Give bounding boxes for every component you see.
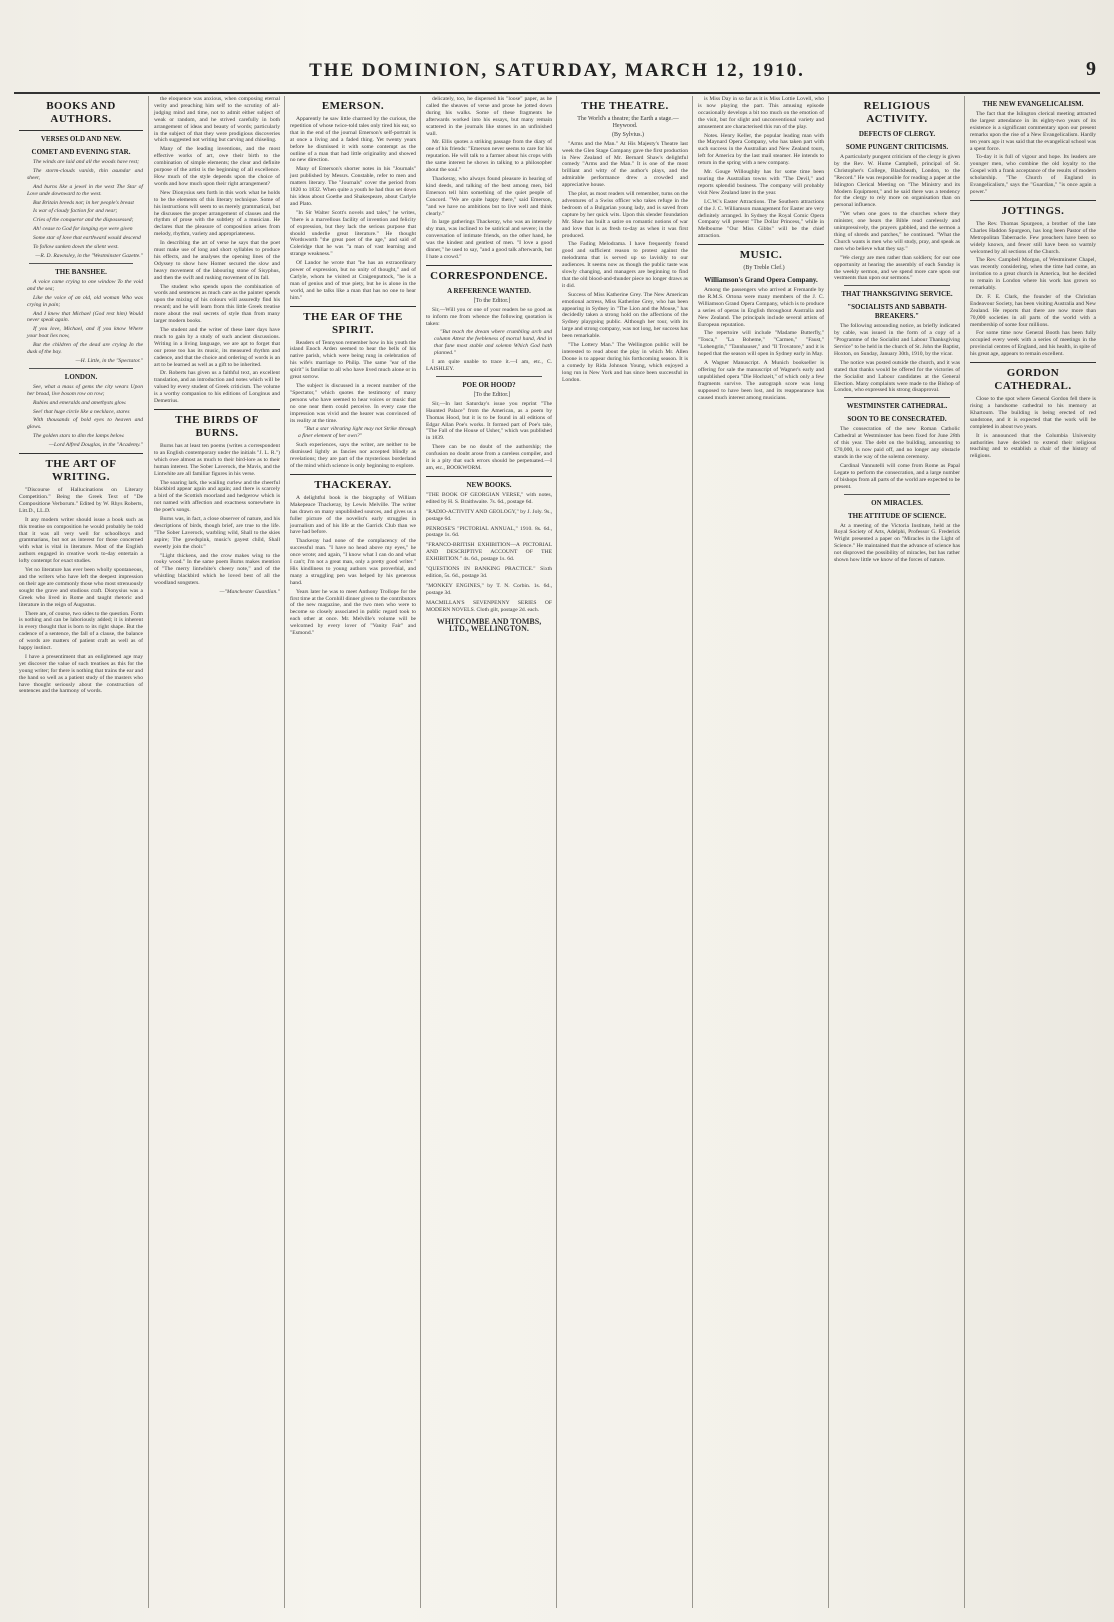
article-paragraph: "Discourse of Hallucinations on Literary Competition." Being the Greek Text of "De Compositione Verborum." Edited by W. Rhys Roberts, Litt.D., LL.D.: [19, 487, 143, 514]
divider: [19, 453, 143, 454]
letter-title: A REFERENCE WANTED.: [447, 286, 531, 295]
article-paragraph: Burns has at least ten poems (writes a correspondent to an English contemporary under the initials "J. L. R.") which owe almost as much to their bird-lore as to their human interest. The Sober Laverock, the Mavis, and the Lintwhite are all familiar figures in his verse.: [154, 442, 280, 477]
books-and-authors-heading: BOOKS AND AUTHORS.: [46, 100, 116, 125]
article-paragraph: The student and the writer of these later days have much to gain by a study of such ancient discussions. Writing in a living language, we are apt to forget that our prose too has its music, its measured rhythm and cadence, and that the choice and ordering of words is an art to be learned as well as a gift to be inherited.: [154, 327, 280, 368]
letter-title: POE OR HOOD?: [462, 380, 516, 389]
emerson-heading: EMERSON.: [321, 100, 385, 112]
theatre-byline: (By Sylvius.): [611, 131, 644, 138]
article-paragraph: Cardinal Vannutelli will come from Rome as Papal Legate to perform the consecration, and a large number of bishops from all parts of the world are expected to be present.: [834, 462, 960, 490]
article-paragraph: Among the passengers who arrived at Fremantle by the R.M.S. Ortona were many members of the J. C. Williamson Grand Opera Company, which is to produce a series of operas in English throughout Australia and New Zealand. The principals include several artists of European reputation.: [698, 287, 824, 328]
divider: [154, 409, 280, 410]
article-paragraph: delicately, too, he dispersed his "loose" paper, as he called the sheaves of verse and prose he jotted down during his walks. Some of these fragments he afterwards worked into his essays, but many remain scattered in the journals like stones in an unfinished wall.: [426, 96, 552, 137]
article-paragraph: Many of Emerson's shorter notes in his "Journals" just published by Messrs. Constable, refer to men and matters literary. The "Journals" cover the period from 1820 to 1832. When quite a youth he had thus set down his ideas about Goethe and Shakespeare, about Carlyle and Plato.: [290, 166, 416, 207]
art-of-writing-heading: THE ART OF WRITING.: [45, 458, 117, 484]
article-paragraph: It any modern writer should issue a book such as this treatise on composition he would probably be told that it was all very well for schoolboys and grammarians, but not as interest for those concerned with what is vital in literature. Most of the English authors engaged in creative work to-day entertain a lofty contempt for exact studies.: [19, 516, 143, 565]
verses-heading: VERSES OLD AND NEW.: [40, 135, 122, 143]
article-paragraph: Thackeray, who always found pleasure in hearing of kind deeds, and talking of the best among men, bid Emerson tell him something of the quiet people of Concord. "We are quite happy there," said Emerson, "and we have no ambitions but to live well and think clearly.": [426, 175, 552, 217]
article-paragraph: A Wagner Manuscript. A Munich bookseller is offering for sale the manuscript of Wagner's early and unpublished opera "Die Hochzeit," of which only a few fragments survive. The autograph score was long supposed to have been lost, and its reappearance has caused much interest among musicians.: [698, 360, 824, 401]
music-heading: MUSIC.: [739, 249, 783, 262]
article-paragraph: There are, of course, two sides to the question. Form is nothing and can be laboriously added; it is inherent in every thought that is born to its right shape. But the cadence of a sentence, the fall of a clause, the balance of words are matters of patient craft as well as of happy instinct.: [19, 610, 143, 652]
divider: [698, 244, 824, 245]
letter-address: [To the Editor.]: [473, 391, 511, 398]
letter-paragraph: Sir,—Will you or one of your readers be so good as to inform me from whence the following quotation is taken:: [426, 306, 552, 327]
article-paragraph: Burns was, in fact, a close observer of nature, and his descriptions of birds, though brief, are true to the life. "The Sober Laverock, warbling wild, Shall to the skies aspire; The gowdspink, music's gayest child, Shall sweetly join the choir.": [154, 516, 280, 550]
music-byline: (By Treble Clef.): [743, 265, 785, 272]
article-paragraph: Notes. Henry Keller, the popular leading man with the Maynard Opera Company, who has taken part with such success in the Australian and New Zealand tours, left for America by the last mail steamer. He intends to return in the spring with a new company.: [698, 132, 824, 167]
divider: [436, 376, 542, 377]
divider: [29, 263, 133, 264]
religious-activity-heading: RELIGIOUS ACTIVITY.: [863, 100, 931, 125]
masthead: [14, 56, 1100, 94]
poem-line: A voice came crying to one window To the void and the sea;: [27, 278, 143, 292]
new-evangelicalism-heading: THE NEW EVANGELICALISM.: [982, 100, 1084, 108]
theatre-heading: THE THEATRE.: [581, 100, 669, 112]
divider: [970, 362, 1096, 363]
article-paragraph: The Rev. Campbell Morgan, of Westminster Chapel, was recently considering, when the time had come, an invitation to a great church in America, but he decided to remain in London where his work has grown so remarkably.: [970, 257, 1096, 292]
article-paragraph: "Light thickens, and the crow makes wing to the rooky wood." In the same poem Burns makes mention of "The merry lintwhite's cheery note," and of the whistling blackbird which he loved best of all the woodland songsters.: [154, 552, 280, 587]
divider: [844, 397, 950, 398]
poem-line: Ah! cease to God for longing eye were given: [33, 226, 133, 233]
article-paragraph: Success of Miss Katherine Grey. The New American emotional actress, Miss Katherine Grey, who has been appearing in Sydney in "The Lion and the Mouse," has decidedly taken a strong hold on the affections of the Sydney playgoing public. Although her tour, with its large and strong company, was not long, her success has been remarkable.: [562, 291, 688, 340]
article-credit: —"Manchester Guardian.": [219, 589, 280, 596]
book-entry: PENROSE'S "PICTORIAL ANNUAL," 1910. 8s. 6d., postage 1s. 6d.: [426, 525, 552, 539]
article-paragraph: The following astounding notice, as briefly indicated by cable, was issued in the form of a copy of a "Programme of the Socialist and Labour Thanksgiving Service" to be held in the church of St. John the Baptist, Hoxton, on Sunday, January 30th, 1910, by the vicar.: [834, 323, 960, 357]
column-5: [556, 96, 693, 1608]
poem-line: But Britain breeds not; in her people's breast: [33, 199, 134, 206]
poem-line: See, what a mass of gems the city wears Upon her broad, live bosom row on row;: [27, 383, 143, 397]
poem-line: And burns like a jewel in the west The Star of Love unde downward to the west.: [27, 183, 143, 197]
divider: [844, 285, 950, 286]
article-paragraph: In describing the art of verse he says that the poet must make use of long and short syllables to produce his effects, and he analyses the opening lines of the Odyssey to show how Homer secured the slow and heavy movement of the labouring stone of Sisyphus, and then the swift and rushing movement of its fall.: [154, 240, 280, 281]
article-paragraph: Mr. Ellis quotes a striking passage from the diary of one of his friends: "Emerson never seems to care for his reputation. He will talk to a farmer about his crops with the same interest he shows in talking to a philosopher about the soul.": [426, 139, 552, 174]
divider: [290, 474, 416, 475]
letter-quote: "But teach the dream where crumbling arch and column Attest the feebleness of mortal hand, And in that fane most stable and solemn Which God hath planned.": [434, 329, 552, 357]
poem-title: THE BANSHEE.: [55, 267, 107, 276]
divider: [19, 130, 143, 131]
letter-paragraph: Sir,—In last Saturday's issue you reprint "The Haunted Palace" from the American, as a poem by Thomas Hood, but it is to be found in all editions of Edgar Allan Poe's works. It formed part of Poe's tale, "The Fall of the House of Usher," which was published in 1839.: [426, 400, 552, 442]
article-paragraph: The fact that the Islington clerical meeting attracted the largest attendance in its eighty-two years of its existence is a significant commentary upon our present remarks upon the rise of a New Evangelicalism. Hardly ten years ago it was said that the evangelical school was a spent force.: [970, 111, 1096, 152]
section-subheading: "SOCIALISTS AND SABBATH-BREAKERS.": [847, 303, 947, 321]
article-paragraph: The notice was posted outside the church, and it was stated that thanks would be offered for the victories of the Socialist and Labour candidates at the General Election. Many complaints were made to the Bishop of London, who expressed his strong disapproval.: [834, 359, 960, 394]
column-7: [828, 96, 965, 1608]
birds-of-burns-heading: THE BIRDS OF BURNS.: [175, 413, 259, 439]
article-paragraph: I have a presentiment that an enlightened age may yet discover the value of such treatises as this for the young writer; for there is nothing that trains the ear and the hand so well as a patient study of the masters who have thought seriously about the construction of sentences and the harmony of words.: [19, 653, 143, 695]
article-paragraph: In large gatherings Thackeray, who was an intensely shy man, was inclined to be satirical and severe; in the conversation of intimate friends, on the other hand, he was the kindest and gentlest of men. "I love a good dinner," he used to say, "and a good talk afterwards, but I hate a crowd.": [426, 219, 552, 260]
article-paragraph: "Arms and the Man." At His Majesty's Theatre last week the Glen Stage Company gave the first production in New Zealand of Mr. Bernard Shaw's delightful comedy "Arms and the Man." It is one of the most brilliant and witty of the author's plays, and the admirable performance drew a crowded and appreciative house.: [562, 140, 688, 189]
ear-of-spirit-heading: THE EAR OF THE SPIRIT.: [303, 310, 403, 336]
article-paragraph: Years later he was to meet Anthony Trollope for the first time at the Cornhill dinner given to the contributors of the new magazine, and the two men who were to become so closely associated in public regard took to each other at once. Mr. Melville's volume will be welcomed by every lover of "Vanity Fair" and "Esmond.": [290, 588, 416, 637]
article-paragraph: New Dionysius sets forth in this work what he holds to be the elements of this literary technique. Some of his instructions will seem to us merely grammatical, but he discusses the proper arrangement of clauses and the rhythm of prose with the subtlety of a musician. He declares that the pleasure of composition arises from melody, rhythm, variety and appropriateness.: [154, 189, 280, 238]
music-subheading: Williamson's Grand Opera Company.: [704, 276, 818, 285]
gordon-cathedral-heading: GORDON CATHEDRAL.: [994, 367, 1072, 393]
poem-line: Some star of love that earthward would descend: [33, 235, 141, 242]
section-subheading: SOON TO BE CONSECRATED.: [847, 415, 947, 424]
article-paragraph: A particularly pungent criticism of the clergy is given by the Rev. W. Hume Campbell, principal of St. Christopher's College, Blackheath, London, to the "Record." He was responsible for reading a paper at the Islington Clerical Meeting on "The Ministry and its Modern Equipment," and he said there was a tendency for the clergy to rely more on organisation than on personal influence.: [834, 154, 960, 209]
article-paragraph: is Miss Day in so far as it is Miss Lottie Lovell, who is now playing the part. This amusing episode occasionally develops a bit too much on the emotion of the visit, but for slight and unconventional variety and amusement are characterised this run of the play.: [698, 96, 824, 130]
poem-line: To follow sunken down the silent west.: [33, 244, 119, 251]
poem-credit: —R. D. Rawnsley, in the "Westminster Gazette.": [35, 252, 143, 259]
correspondence-heading: CORRESPONDENCE.: [430, 269, 548, 282]
masthead-title: THE DOMINION, SATURDAY, MARCH 12, 1910.: [309, 60, 805, 81]
article-paragraph: the eloquence was anxious, when composing eternal verity and preaching him self to the scrutiny of all-judging mind and time, not to admit either subject of weak or random, and he strived carefully in both arrangement of ideas and beauty of words; particularly in the subject of that they were prodigious discoveries which suggested not writing but carving and chiseling.: [154, 96, 280, 144]
book-entry: "MONKEY ENGINES," by T. N. Corbin. 1s. 6d., postage 3d.: [426, 582, 552, 596]
section-subheading: THAT THANKSGIVING SERVICE.: [841, 290, 953, 299]
article-paragraph: Thackeray had none of the complacency of the successful man. "I have no head above my eyes," he once wrote; and again, "I know what I can do and what I can't; I'm not a great man, only a pretty good writer." His kindliness to young authors was proverbial, and many a struggling pen was helped by his generous hand.: [290, 538, 416, 586]
poem-title: COMET AND EVENING STAR.: [31, 148, 131, 156]
divider: [426, 476, 552, 477]
article-paragraph: It is announced that the Columbia University authorities have decided to extend their religious teaching and to establish a chair of the history of religions.: [970, 432, 1096, 460]
column-3: [284, 96, 421, 1608]
article-paragraph: Apparently he saw little charmed by the curious, the repetition of whose twice-told tales only tired his ear, so that in the end of the journal Emerson's self-portrait is at once a living and a faded thing. Yet twenty years before he dismissed it with some contempt as the outline of a man that had little originality and showed no new direction.: [290, 116, 416, 164]
book-entry: "THE BOOK OF GEORGIAN VERSE," with notes, edited by H. S. Braithwaite. 7s. 6d., postage 6d.: [426, 491, 552, 505]
article-paragraph: The consecration of the new Roman Catholic Cathedral at Westminster has been fixed for June 28th of this year. The debt on the building, amounting to £70,000, is now paid off, and no longer any obstacle stands in the way of the solemn ceremony.: [834, 426, 960, 460]
theatre-epigraph: The World's a theatre; the Earth a stage.—Heywood.: [577, 116, 679, 129]
book-entry: "RADIO-ACTIVITY AND GEOLOGY," by J. Joly. 9s., postage 6d.: [426, 508, 552, 522]
column-8: [964, 96, 1101, 1608]
article-paragraph: The plot, as most readers will remember, turns on the adventures of a Swiss officer who takes refuge in the bedroom of a Bulgarian young lady, and is saved from capture by her quick wits. Upon this slender foundation Mr. Shaw has built a satire on romantic notions of war and love that is as fresh to-day as when it was first produced.: [562, 191, 688, 239]
article-paragraph: Readers of Tennyson remember how in his youth the island Enoch Arden seemed to hear the bells of his native parish, which were being rung in celebration of his wife's marriage to Philip. The same "ear of the spirit" is familiar to all who have lived much alone or in great sorrow.: [290, 339, 416, 381]
article-paragraph: The repertoire will include "Madame Butterfly," "Tosca," "La Boheme," "Carmen," "Faust," "Lohengrin," "Tannhauser," and "Il Trovatore," and it is hoped that the season will open in Sydney early in May.: [698, 330, 824, 358]
poem-line: But the children of the dead are crying In the dusk of the bay.: [27, 342, 143, 356]
poem-line: The storm-clouds vanish, thin asundar and sheer,: [27, 167, 143, 181]
book-entry: MACMILLAN'S SEVENPENNY SERIES OF MODERN NOVELS. Cloth gilt, postage 2d. each.: [426, 599, 552, 613]
new-books-heading: NEW BOOKS.: [466, 480, 512, 489]
article-paragraph: The Fading Melodrama. I have frequently found good and sufficient reason to protest against the melodrama that is served up so lavishly to our audiences. It seems now as though the public taste was slowly changing, and managers are beginning to find that the old blood-and-thunder piece no longer draws as it did.: [562, 241, 688, 289]
article-paragraph: Close to the spot where General Gordon fell there is rising a handsome cathedral to his memory at Khartoum. The building is being erected of red sandstone, and it is expected that the work will be completed in about two years.: [970, 396, 1096, 430]
section-subheading: DEFECTS OF CLERGY.: [858, 130, 936, 138]
article-paragraph: The Rev. Thomas Spurgeon, a brother of the late Charles Haddon Spurgeon, has long been Pastor of the Metropolitan Tabernacle. Few preachers have been so widely known, and fewer still have been so warmly welcomed by all sections of the Church.: [970, 220, 1096, 255]
page-number: 9: [1086, 58, 1096, 80]
poem-title: LONDON.: [64, 372, 98, 381]
section-subheading: THE ATTITUDE OF SCIENCE.: [847, 511, 947, 520]
article-paragraph: Such experiences, says the writer, are neither to be dismissed lightly as fancies nor accepted blindly as revelations; they are part of the mysterious borderland of the mind which science is only beginning to explore.: [290, 442, 416, 469]
poem-credit: —H. Little, in the "Spectator.": [75, 357, 143, 364]
poem-line: Rubies and emeralds and amethysts glow.: [33, 399, 127, 406]
article-paragraph: Yet no literature has ever been wholly spontaneous, and the writers who have left the deepest impression on their age are commonly those who most strenuously sought the grave and studious craft. Dionysius was a Greek who lived in Rome and taught rhetoric and literature in the reign of Augustus.: [19, 567, 143, 608]
column-4: [420, 96, 557, 1608]
poem-line: The golden stars to dim the lamps below.: [33, 433, 125, 440]
poem-credit: —Lord Alfred Douglas, in the "Academy.": [48, 442, 143, 449]
divider: [290, 306, 416, 307]
poem-line: Like the voice of an old, old woman Who was crying in pain;: [27, 294, 143, 308]
column-2: [148, 96, 285, 1608]
article-paragraph: For some time now General Booth has been fully occupied every week with a series of meetings in the provincial centres of England, and his health, in spite of his great age, appears to remain excellent.: [970, 330, 1096, 358]
poem-line: Is war of cloudy faction for and near;: [33, 208, 118, 215]
poem-line: See! that huge circle like a necklace, stares: [33, 408, 130, 415]
divider: [970, 200, 1096, 201]
article-paragraph: "In Sir Walter Scott's novels and tales," he writes, "there is a marvellous facility of invention and felicity of expression, but they lack the serious purpose that should underlie great literature." He thought Wordsworth "the great poet of the age," and said of Coleridge that he was "a man of vast learning and strange weakness.": [290, 209, 416, 258]
article-paragraph: Mr. Gouge Willoughby has for some time been touring the Australian towns with "The Devil," and reports splendid business. The company will probably visit New Zealand later in the year.: [698, 169, 824, 196]
article-paragraph: Dr. F. E. Clark, the founder of the Christian Endeavour Society, has been visiting Australia and New Zealand. He reports that there are now more than 70,000 societies in all parts of the world with a membership of some four millions.: [970, 293, 1096, 328]
divider: [29, 368, 133, 369]
thackeray-heading: THACKERAY.: [314, 478, 392, 491]
article-paragraph: "Yet when one goes to the churches where they minister, one hears the Bible read carelessly and unimpressively, the prayers gabbled, and the sermon a thing of shreds and patches," he continued. "What the Church wants is men who will study, pray, and speak as men who believe what they say.": [834, 211, 960, 252]
article-paragraph: Of Landor he wrote that "he has an extraordinary power of expression, but no unity of thought," and of Carlyle, whom he visited at Craigenputtock, "he is a man of genius and of true piety, but he is alone in the world, and he talks like a man that has no one to hear him.": [290, 260, 416, 301]
column-6: [692, 96, 829, 1608]
poem-line: If you love, Michael, and if you know Where your boat lies now,: [27, 326, 143, 340]
new-books-list: [426, 492, 552, 614]
poem-line: Cries of the conqueror and the dispossessed;: [33, 217, 134, 224]
section-subheading: ON MIRACLES.: [871, 498, 923, 507]
columns: [14, 96, 1100, 1608]
article-paragraph: "The Lottery Man." The Wellington public will be interested to read about the play in which Mr. Allen Doone is to appear during his forthcoming season. It is a comedy by Rida Johnson Young, which enjoyed a long run in New York and has since been successful in London.: [562, 342, 688, 383]
book-entry: "QUESTIONS IN BANKING PRACTICE." Sixth edition, 5s. 6d., postage 3d.: [426, 566, 552, 579]
article-paragraph: To-day it is full of vigour and hope. Its leaders are younger men, who combine the old loyalty to the Gospel with a frank acceptance of the results of modern scholarship. "The Church of England in Evangelicalism," says the "Guardian," "is once again a power.": [970, 154, 1096, 195]
divider: [426, 265, 552, 266]
poem-line: And I knew that Michael (God rest him) Would never speak again.: [27, 310, 143, 324]
letter-address: [To the Editor.]: [473, 297, 511, 304]
publisher-notice: WHITCOMBE AND TOMBS, LTD., WELLINGTON.: [436, 617, 542, 634]
article-paragraph: The student who spends upon the combination of words and sentences as much care as the painter spends upon the mixing of his colours will assuredly find his reward; and he will learn from this little Greek treatise more about the real secrets of style than from many larger modern books.: [154, 283, 280, 325]
article-paragraph: A delightful book is the biography of William Makepeace Thackeray, by Lewis Melville. The writer has drawn on many unpublished sources, and gives us a fuller picture of the novelist's early struggles in journalism and of his life at the Garrick Club than we have had before.: [290, 494, 416, 536]
divider: [844, 494, 950, 495]
letter-paragraph: There can be no doubt of the authorship; the confusion no doubt arose from a careless compiler, and it is a pity that such errors should be perpetuated.—I am, etc., BOOKWORM.: [426, 444, 552, 471]
article-paragraph: The subject is discussed in a recent number of the "Spectator," which quotes the testimony of many persons who have seemed to hear voices or music that no one near them could perceive. In every case the impression was vivid and the hearer was convinced of its reality at the time.: [290, 383, 416, 424]
column-1: [14, 96, 148, 1608]
article-paragraph: "We clergy are men rather than soldiers; for our one opportunity at hearing the assembly of each Sunday is the weekly sermon, and we spend more care upon our vestments than upon our sermons.": [834, 254, 960, 282]
poem-line: The winds are laid and all the woods have rest;: [33, 159, 140, 165]
article-quote: "But a star vibrating light may not Strike through a finer element of her own?": [298, 426, 416, 440]
book-entry: "FRANCO-BRITISH EXHIBITION—A PICTORIAL AND DESCRIPTIVE ACCOUNT OF THE EXHIBITION." 4s. 6d., postage 1s. 6d.: [426, 542, 552, 563]
article-paragraph: At a meeting of the Victoria Institute, held at the Royal Society of Arts, Adelphi, Professor G. Frederick Wright presented a paper on "Miracles in the Light of Science." He maintained that the advance of science has not disproved the possibility of miracles, but has rather shown how little we know of the forces of nature.: [834, 522, 960, 564]
section-subheading: SOME PUNGENT CRITICISMS.: [845, 143, 949, 151]
article-paragraph: I.C.W.'s Easter Attractions. The Southern attractions of the J. C. Williamson management for Easter are very definitely arranged. In Sydney the Royal Comic Opera Company will present "The Dollar Princess," while in Melbourne "Our Miss Gibbs" will be the chief attraction.: [698, 198, 824, 240]
section-subheading: WESTMINSTER CATHEDRAL.: [846, 402, 948, 411]
jottings-heading: JOTTINGS.: [1001, 204, 1065, 217]
article-paragraph: Dr. Roberts has given us a faithful text, an excellent translation, and an introduction and notes which will be valued by every student of Greek criticism. The volume is a worthy companion to his editions of Longinus and Demetrius.: [154, 370, 280, 405]
poem-line: With thousands of bold eyes to heaven and glows.: [27, 417, 143, 431]
article-paragraph: The soaring lark, the wailing curlew and the cheerful blackbird appear again and again; and there is scarcely a bird of the Scottish moorland and hedgerow which is not named with affection and exactness somewhere in the poet's songs.: [154, 479, 280, 514]
article-paragraph: Many of the leading inventions, and the most effective works of art, owe their birth to the combination of simple elements; the clear and definite purpose of the artist is the beginning of all excellence. How much of the style depends upon the choice of words and how much upon their right arrangement?: [154, 146, 280, 187]
letter-paragraph: I am quite unable to trace it.—I am, etc., C. LAISHLEY.: [426, 359, 552, 372]
